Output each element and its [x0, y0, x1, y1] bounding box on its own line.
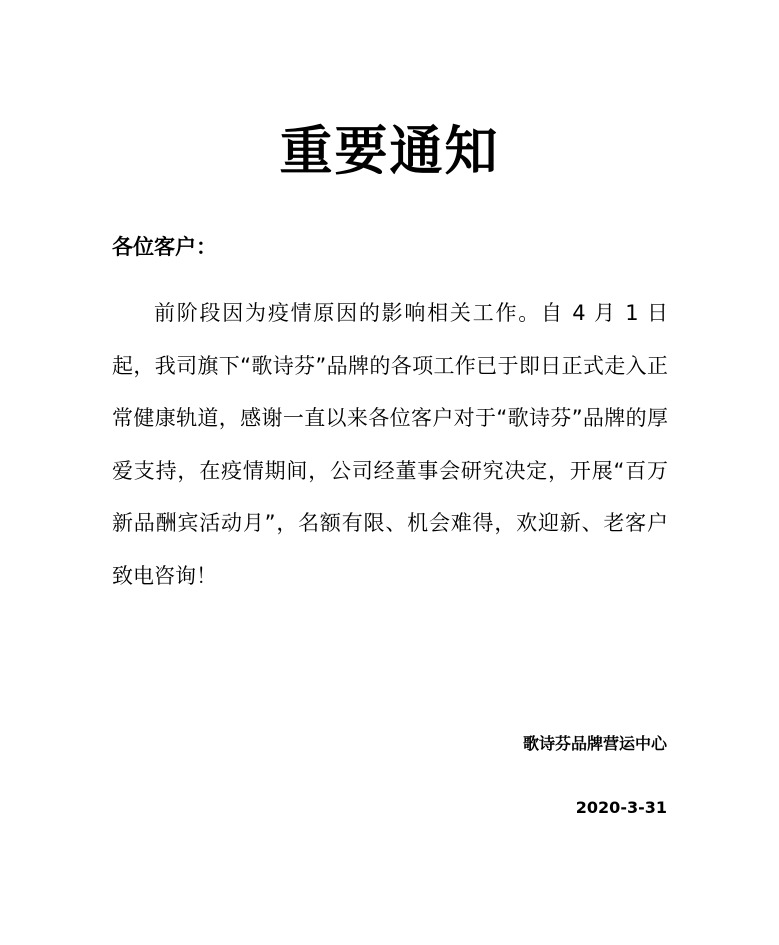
notice-date: 2020-3-31	[575, 798, 667, 817]
salutation: 各位客户：	[112, 235, 217, 259]
notice-title: 重要通知	[279, 121, 500, 182]
notice-body: 前阶段因为疫情原因的影响相关工作。自 4 月 1 日起，我司旗下“歌诗芬”品牌的各项工作已于即日正式走入正常健康轨道，感谢一直以来各位客户对于“歌诗芬”品牌的厚爱支持，在疫情期间，公司经董事会研究决定，开展“百万新品酬宾活动月”，名额有限、机会难得，欢迎新、老客户致电咨询！	[112, 301, 668, 588]
signature: 歌诗芬品牌营运中心	[522, 734, 667, 753]
